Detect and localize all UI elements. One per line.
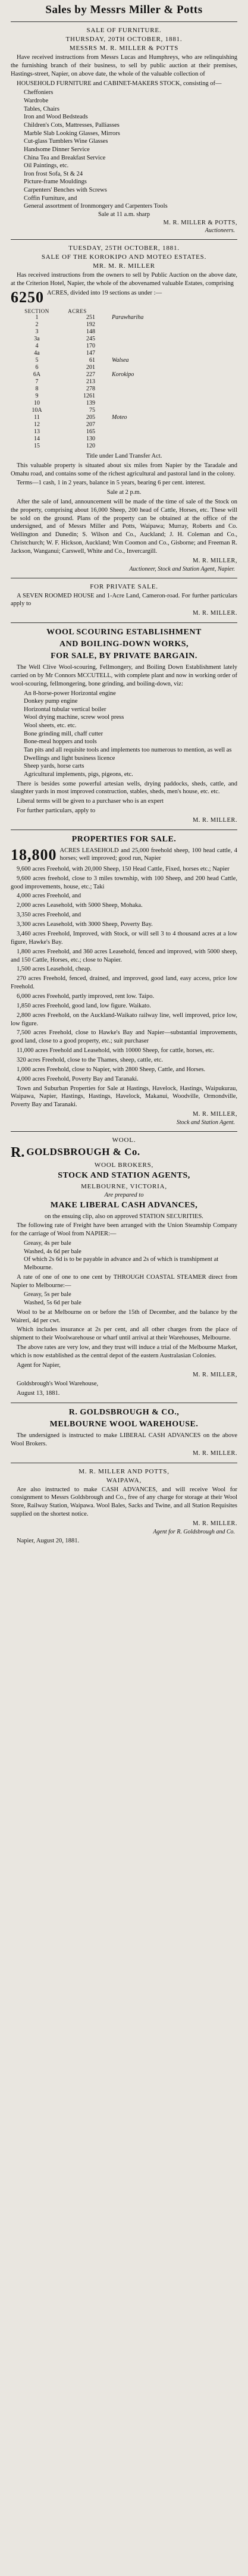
acreage-figure: 18,800: [11, 846, 57, 863]
ad-heading: M. R. MILLER AND POTTS,: [79, 1467, 169, 1475]
agent-address: Goldsbrough's Wool Warehouse,: [17, 1381, 99, 1388]
list-item: Greasy, 5s per bale: [24, 1291, 71, 1298]
furniture-items: [11, 89, 237, 211]
firm-subtitle: STOCK AND STATION AGENTS,: [58, 1170, 190, 1180]
ad-terms: Terms—1 cash, 1 in 2 years, balance in 5 years, bearing 6 per cent. interest.: [17, 480, 206, 487]
ad-heading: WOOL SCOURING ESTABLISHMENT: [46, 627, 202, 637]
property-item: 2,000 acres Leasehold, with 5000 Sheep, Mohaka.: [17, 902, 143, 909]
ad-subject: HOUSEHOLD FURNITURE and CABINET-MAKERS STOCK, consisting of—: [17, 80, 222, 87]
property-item: 6,000 acres Freehold, partly improved, rent low. Taipo.: [17, 993, 155, 1000]
plant-items: [11, 690, 237, 779]
table-row: 1 251 Parawhariha: [35, 314, 144, 321]
town-properties: Town and Suburban Properties for Sale at Hastings, Havelock, Hastings, Waipukurau, Waipawa, Napier, Hastings, Hastings, Havelock, Makanui, Woodville, Ormondville, Poverty Bay and Taranaki.: [11, 1085, 237, 1109]
property-item: 1,500 acres Leasehold, cheap.: [17, 966, 92, 973]
list-item: General assortment of Ironmongery and Carpenters Tools: [24, 203, 168, 210]
table-row: 6A 227 Korokipo: [33, 371, 134, 378]
list-item: Wool sheets, etc. etc.: [24, 722, 77, 730]
table-row: 15 120: [34, 443, 95, 450]
property-item: 1,850 acres Freehold, good land, low figure. Waikato.: [17, 1002, 151, 1009]
korokipo-estates-ad: [11, 239, 237, 572]
ad-paragraph: There is besides some powerful artesian wells, drying paddocks, sheds, cattle, and slaughter yards in most improved construction, stables, sheds, men's house, etc. etc.: [11, 780, 237, 796]
property-item: 3,300 acres Leasehold, with 3000 Sheep, Poverty Bay.: [17, 921, 153, 928]
sale-time: Sale at 2 p.m.: [106, 489, 142, 496]
firm-subtitle: Are prepared to: [104, 1191, 144, 1198]
ad-paragraph: Which includes insurance at 2s per cent, and all other charges from the place of shipment to their Woolwarehouse or wharf until arrival at their Warehouses, Melbourne.: [11, 1326, 237, 1342]
property-item: 9,600 acres Freehold, with 20,000 Sheep, 150 Head Cattle, Fixed, horses etc.; Napier: [17, 865, 230, 872]
col-acres: ACRES: [68, 308, 87, 315]
list-item: Tan pits and all requisite tools and implements too numerous to mention, as well as: [24, 746, 232, 753]
ad-heading: FOR SALE, BY PRIVATE BARGAIN.: [51, 651, 197, 661]
lead-property: [11, 847, 237, 863]
ad-date: THURSDAY, 20TH OCTOBER, 1881.: [65, 36, 183, 43]
ad-paragraph: The undersigned is instructed to make LIBERAL CASH ADVANCES on the above Wool Brokers.: [11, 1432, 237, 1447]
list-item: Carpenters' Benches with Screws: [24, 187, 107, 194]
signature-title: Auctioneers.: [205, 227, 235, 234]
property-item: 4,000 acres Freehold, Poverty Bay and Taranaki.: [17, 1075, 139, 1082]
list-item: Coffin Furniture, and: [24, 195, 77, 202]
signature: M. R. MILLER.: [192, 610, 237, 617]
list-item: Of which 2s 6d is to be payable in advance and 2s of which is transhipment at Melbourne.: [24, 1256, 219, 1272]
freight-rates: [11, 1291, 237, 1307]
table-row: 8 278: [35, 386, 95, 393]
signature-title: Auctioneer, Stock and Station Agent, Napier.: [129, 565, 235, 572]
table-row: 13 165: [34, 428, 95, 436]
melbourne-wool-warehouse-ad: [11, 1403, 237, 1457]
ad-heading: WAIPAWA,: [106, 1476, 142, 1484]
acreage-figure: 6250: [11, 289, 44, 306]
list-item: Wardrobe: [24, 98, 49, 105]
list-item: Greasy, 4s per bale: [24, 1240, 71, 1247]
table-row: 9 1261: [35, 393, 95, 400]
property-item: 2,800 acres Freehold, on the Auckland-Waikato railway line, well improved, price low, low figure.: [11, 1012, 237, 1027]
ad-heading: FOR PRIVATE SALE.: [90, 583, 158, 590]
divider: [11, 21, 237, 22]
list-item: Picture-frame Mouldings: [24, 179, 87, 186]
ad-lead-caps: MR. M. R. MILLER: [93, 262, 155, 270]
sections-table: [17, 308, 195, 450]
firm-name: [11, 1145, 237, 1159]
property-item: 320 acres Freehold, close to the Thames, sheep, cattle, etc.: [17, 1056, 163, 1063]
masthead: Sales by Messrs Miller & Potts: [45, 4, 203, 16]
list-item: Bone-meal hoppers and tools: [24, 738, 97, 746]
firm-subtitle: MELBOURNE, VICTORIA,: [81, 1182, 167, 1190]
acreage-line: [11, 289, 237, 306]
list-item: Washed, 4s 6d per bale: [24, 1248, 81, 1255]
property-item: 11,000 acres Freehold and Leasehold, with 10000 Sheep, for cattle, horses, etc.: [17, 1047, 215, 1054]
signature: M. R. MILLER,: [192, 1371, 237, 1378]
property-item: 3,350 acres Freehold, and: [17, 912, 81, 919]
furniture-sale-ad: [11, 21, 237, 234]
firm-subtitle: WOOL BROKERS,: [94, 1161, 154, 1169]
signature: M. R. MILLER,: [192, 1111, 237, 1118]
signature-title: Stock and Station Agent.: [176, 1119, 235, 1126]
signature-title: Agent for R. Goldsbrough and Co.: [153, 1528, 235, 1535]
list-item: Iron frost Sofa, St & 24: [24, 170, 83, 177]
list-item: Children's Cots, Mattresses, Palliasses: [24, 122, 120, 129]
signature: M. R. MILLER,: [192, 557, 237, 564]
private-sale-ad: [11, 578, 237, 618]
property-item: 1,800 acres Freehold, and 360 acres Leasehold, fenced and improved, with 5000 sheep, and 150 Cattle, Horses, etc.; close to Napier.: [11, 948, 237, 963]
drop-cap: R.: [11, 1144, 25, 1160]
ad-heading: SALE OF FURNITURE.: [86, 27, 162, 34]
ad-lead-caps: MESSRS M. R. MILLER & POTTS: [69, 45, 179, 52]
table-row: 11 205 Moteo: [34, 414, 127, 421]
table-row: 10A 75: [32, 407, 95, 414]
table-row: 7 213: [35, 378, 95, 386]
divider: [11, 622, 237, 623]
ad-paragraph: After the sale of land, announcement will be made of the time of sale of the Stock on the property, comprising about 16,000 Sheep, 200 head of Cattle, Horses, etc. These will be sold on the ground. Plans of the property can be obtained at the office of the undersigned, and of Messrs Miller and Potts, Waipawa; Murray, Roberts and Co. Wellington and Dunedin; S. Wilson and Co., Auckland; J. H. Coleman and Co., Christchurch; W. F. Hickson, Auckland; Wm Coomon and Co., Gisborne; and Freeman R. Jackson, Wanganui; Carswell, White and Co., Invercargill.: [11, 498, 237, 555]
acreage-text: ACRES, divided into 19 sections as under :—: [47, 290, 162, 297]
ad-paragraph: A rate of one of one to one cent by THROUGH COASTAL STEAMER direct from Napier to Melbourne:—: [11, 1273, 237, 1289]
ad-text: A SEVEN ROOMED HOUSE and 1-Acre Land, Cameron-road. For further particulars apply to: [11, 592, 237, 608]
table-row: 6 201: [35, 364, 95, 371]
ad-heading: WOOL.: [112, 1136, 136, 1144]
firm-title: GOLDSBROUGH & Co.: [26, 1145, 140, 1157]
property-item: 4,000 acres Freehold, and: [17, 893, 81, 900]
agent-label: Agent for Napier,: [17, 1361, 61, 1369]
list-item: Tables, Chairs: [24, 105, 59, 112]
ad-paragraph: The following rate of Freight have been arranged with the Union Steamship Company for the carriage of Wool from NAPIER:—: [11, 1222, 237, 1238]
ad-lead-text: Has received instructions from the owners to sell by Public Auction on the above date, at the Criterion Hotel, Napier, the whole of the abovenamed valuable Estates, comprising: [11, 272, 237, 287]
title-note: Title under Land Transfer Act.: [86, 453, 162, 460]
divider: [11, 239, 237, 240]
col-section: SECTION: [24, 308, 49, 315]
table-row: 2 192: [35, 321, 95, 328]
list-item: Handsome Dinner Service: [24, 146, 90, 153]
signature: M. R. MILLER.: [192, 1450, 237, 1457]
ad-date: Napier, August 20, 1881.: [17, 1537, 80, 1544]
advances-heading: MAKE LIBERAL CASH ADVANCES,: [50, 1200, 198, 1210]
advances-text: on the ensuing clip, also on approved STATION SECURITIES.: [45, 1213, 203, 1220]
ad-paragraph: This valuable property is situated about six miles from Napier by the Taradale and Omahu road, and contains some of the richest agricultural and pastoral land in the colony.: [11, 462, 237, 477]
ad-paragraph: For further particulars, apply to: [17, 807, 96, 815]
table-row: 3a 245: [34, 336, 95, 343]
property-item: 270 acres Freehold, fenced, drained, and improved, good land, easy access, price low Freehold.: [11, 975, 237, 991]
list-item: Agricultural implements, pigs, pigeons, etc.: [24, 771, 133, 778]
ad-heading: R. GOLDSBROUGH & CO.,: [68, 1408, 180, 1417]
sale-time: Sale at 11 a.m. sharp: [98, 211, 150, 218]
ad-heading: PROPERTIES FOR SALE.: [71, 834, 177, 844]
list-item: Donkey pump engine: [24, 698, 78, 705]
property-item: 1,000 acres Freehold, close to Napier, with 2800 Sheep, Cattle, and Horses.: [17, 1066, 206, 1073]
list-item: Dwellings and light business licence: [24, 755, 115, 762]
properties-for-sale-ad: [11, 830, 237, 1126]
ad-date: TUESDAY, 25TH OCTOBER, 1881.: [68, 245, 180, 252]
property-item: 7,500 acres Freehold, close to Hawke's Bay and Napier—substantial improvements, good land, close to a good property, etc.; suit purchaser: [11, 1029, 237, 1045]
list-item: Wool drying machine, screw wool press: [24, 714, 124, 721]
ad-lead-text: Have received instructions from Messrs Lucas and Humphreys, who are relinquishing the furnishing branch of their business, to sell by public auction at their premises, Hastings-street, Napier, on above date, the whole of the valuable collection of: [11, 54, 237, 77]
agent-date: August 13, 1881.: [17, 1390, 60, 1397]
ad-paragraph: Are also instructed to make CASH ADVANCES, and will receive Wool for consignment to Messrs Goldsbrough and Co., free of any charge for storage at their Wool Store, Railway Station, Waipawa. Wool Bales, Sacks and Twine, and all Station Requisites supplied on the shortest notice.: [11, 1486, 237, 1518]
table-row: 12 207: [34, 421, 95, 428]
table-row: 3 148: [35, 328, 95, 336]
table-row: 10 139: [34, 400, 95, 407]
ad-heading: AND BOILING-DOWN WORKS,: [59, 639, 189, 649]
property-item: 9,600 acres freehold, close to 3 miles township, with 100 Sheep, and 200 head Cattle, good improvements, house, etc.; Taki: [11, 875, 237, 890]
list-item: Oil Paintings, etc.: [24, 162, 69, 170]
ad-paragraph: The Well Clive Wool-scouring, Fellmongery, and Boiling Down Establishment lately carried on by Mr Connors MCCUTELL, with complete plant and now in working order of wool-scouring, fellmongering, bone grinding, and boiling-down, viz:: [11, 663, 237, 687]
list-item: Horizontal tubular vertical boiler: [24, 706, 106, 713]
ad-paragraph: The above rates are very low, and they trust will induce a trial of the Melbourne Market, which is now established as the central depot of the eastern Australasian Colonies.: [11, 1344, 237, 1360]
list-item: Washed, 5s 6d per bale: [24, 1300, 81, 1307]
signature: M. R. MILLER.: [192, 1520, 237, 1527]
freight-rates: [11, 1240, 237, 1272]
list-item: China Tea and Breakfast Service: [24, 154, 106, 161]
table-row: 5 61 Walsea: [35, 357, 129, 364]
list-item: Bone grinding mill, chaff cutter: [24, 730, 103, 737]
property-item: 3,460 acres Freehold, Improved, with Stock, or will sell 3 to 4 thousand acres at a low figure, Hawke's Bay.: [11, 930, 237, 946]
table-row: 4a 147: [34, 350, 95, 357]
list-item: Cut-glass Tumblers Wine Glasses: [24, 138, 108, 145]
ad-paragraph: Liberal terms will be given to a purchaser who is an expert: [17, 798, 164, 805]
list-item: Marble Slab Looking Glasses, Mirrors: [24, 130, 120, 137]
ad-heading: SALE OF THE KOROKIPO AND MOTEO ESTATES.: [41, 253, 207, 261]
list-item: An 8-horse-power Horizontal engine: [24, 690, 116, 697]
divider: [11, 1131, 237, 1132]
ad-heading: MELBOURNE WOOL WAREHOUSE.: [49, 1420, 199, 1429]
signature: M. R. MILLER & POTTS,: [163, 219, 237, 226]
acreage-text: ACRES LEASEHOLD and 25,000 freehold sheep, 100 head cattle, 4 horses; well improved; good run, Napier: [59, 847, 237, 862]
wool-scouring-ad: [11, 622, 237, 825]
list-item: Cheffoniers: [24, 89, 54, 96]
goldsbrough-wool-ad: [11, 1131, 237, 1398]
list-item: Iron and Wood Bedsteads: [24, 114, 88, 121]
waipawa-ad: [11, 1463, 237, 1545]
table-row: 14 130: [34, 436, 95, 443]
signature: M. R. MILLER.: [192, 816, 237, 824]
table-row: 4 170: [35, 343, 95, 350]
ad-paragraph: Wool to be at Melbourne on or before the 15th of December, and the balance by the Waireri, 4d per cwt.: [11, 1309, 237, 1324]
list-item: Sheep yards, horse carts: [24, 763, 84, 770]
